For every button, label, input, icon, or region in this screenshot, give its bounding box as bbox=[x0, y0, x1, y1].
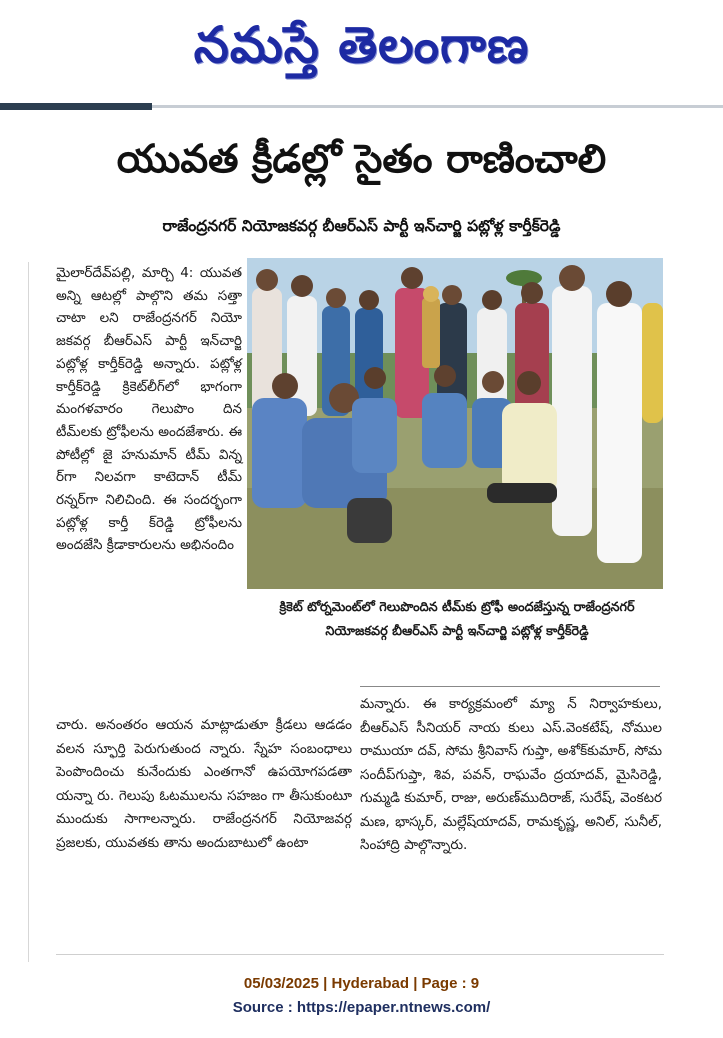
masthead bbox=[0, 0, 723, 98]
header-rule-light bbox=[152, 105, 723, 108]
article-paragraph: చారు. అనంతరం ఆయన మాట్లాడుతూ క్రీడలు ఆడడం వలన స్ఫూర్తి పెరుగుతుంద న్నారు. స్నేహ సంబంధాలు పెంపొందించు కునేందుకు ఎంతగానో ఉపయోగపడతా యన్నా రు. గెలుపు ఓటములను సహజం గా తీసుకుంటూ ముందుకు సాగాలన్నారు. రాజేంద్రనగర్ నియోజవర్గ ప్రజలకు, యువతకు తాను అందుబాటులో ఉంటా bbox=[56, 717, 352, 851]
caption-divider bbox=[360, 686, 660, 687]
article-column-bottom-left bbox=[56, 714, 352, 855]
page-margin-line bbox=[28, 262, 29, 962]
article-paragraph: మన్నారు. ఈ కార్యక్రమంలో మ్యా న్ నిర్వాహకులు, బీఆర్ఎస్ సీనియర్ నాయ కులు ఎస్.వెంకటేష్, నోముల రాముయా దవ్, సోమ శ్రీనివాస్ గుప్తా, అశోక్‌కుమార్, సోమ సందీప్‌గుప్తా, శివ, పవన్, రాఘవేం ద్రయాదవ్, మైసిరెడ్డి, గుమ్మడి కుమార్, రాజు, అరుణ్‌ముదిరాజ్, సురేష్, వెంకటర మణ, భాస్కర్, మల్లేష్‌యాదవ్, రామకృష్ణ, అనిల్, సునీల్, సింహాద్రి పాల్గొన్నారు. bbox=[360, 696, 662, 853]
newspaper-logo: నమస్తే తెలంగాణ bbox=[193, 15, 530, 74]
article-photo bbox=[247, 258, 663, 589]
source-link[interactable]: Source : https://epaper.ntnews.com/ bbox=[232, 999, 491, 1016]
article-headline: యువత క్రీడల్లో సైతం రాణించాలి bbox=[116, 137, 607, 182]
article-paragraph: మైలార్‌దేవ్‌పల్లి, మార్చి 4: యువత అన్ని ఆటల్లో పాల్గొని తమ సత్తా చాటా లని రాజేంద్రనగర్ నియో జకవర్గ బీఆర్ఎస్ పార్టీ ఇన్‌చార్జి పట్లోళ్ల కార్తీక్‌రెడ్డి అన్నారు. పట్లోళ్ల కార్తీక్‌రెడ్డి క్రికెట్‌లీగ్‌లో భాగంగా మంగళవారం గెలుపొం దిన టీమ్‌లకు ట్రోఫీలను అందజేశారు. ఈ పోటీల్లో జై హనుమాన్ టీమ్ విన్న ర్‌గా నిలవగా కాటెదాన్ టీమ్ రన్నర్‌గా నిలిచింది. ఈ సందర్భంగా పట్లోళ్ల కార్తీ క్‌రెడ్డి ట్రోఫీలను అందజేసి క్రీడాకారులను అభినందిం bbox=[56, 265, 242, 554]
article-column-bottom-right bbox=[360, 693, 662, 858]
footer-rule bbox=[56, 954, 664, 955]
article-column-left bbox=[56, 262, 242, 557]
photo-caption: క్రికెట్ టోర్నమెంట్‌లో గెలుపొందిన టీమ్‌కు ట్రోఫీ అందజేస్తున్న రాజేంద్రనగర్ నియోజకవర్గ బీఆర్ఎస్ పార్టీ ఇన్‌చార్జి పట్లోళ్ల కార్తీక్‌రెడ్డి bbox=[279, 600, 635, 639]
edition-info: 05/03/2025 | Hyderabad | Page : 9 bbox=[243, 975, 480, 992]
cricket-team-photo bbox=[247, 258, 663, 589]
header-rule-dark bbox=[0, 103, 152, 110]
article-subheadline: రాజేంద్రనగర్ నియోజకవర్గ బీఆర్ఎస్ పార్టీ ఇన్‌చార్జి పట్లోళ్ల కార్తీక్‌రెడ్డి bbox=[162, 217, 561, 235]
